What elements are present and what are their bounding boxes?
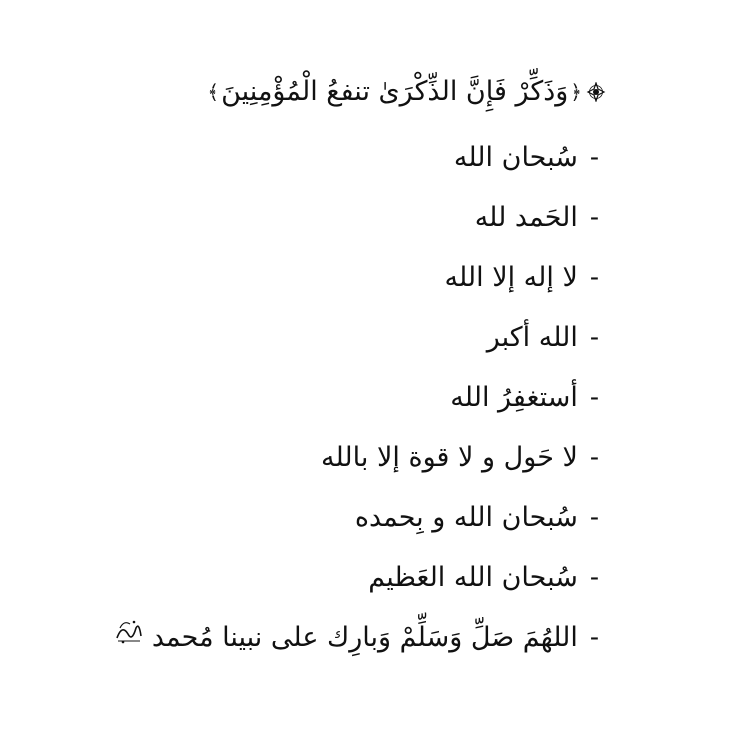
list-item (114, 196, 599, 256)
verse-close-bracket: ﴾ (207, 80, 220, 104)
flower-ornament-icon (586, 82, 606, 102)
list-bullet: - (589, 502, 599, 533)
list-item (114, 436, 599, 496)
dhikr-text: سُبحان الله و بِحمده (354, 502, 578, 533)
list-bullet: - (589, 322, 599, 353)
dhikr-text: الله أكبر (486, 322, 578, 353)
quran-verse (205, 72, 608, 112)
list-bullet: - (589, 202, 599, 233)
list-item (114, 316, 599, 376)
list-item (114, 496, 599, 556)
verse-open-bracket: ﴿ (570, 80, 582, 104)
dhikr-text: لا حَول و لا قوة إلا بالله (321, 442, 578, 473)
salawat-calligraphy-icon (114, 616, 144, 646)
dhikr-text: أستغفِرُ الله (450, 382, 578, 413)
list-bullet: - (589, 382, 599, 413)
list-item (114, 256, 599, 316)
list-item (114, 136, 599, 196)
dhikr-text: سُبحان الله (453, 142, 578, 173)
list-item (114, 616, 599, 676)
dhikr-text: الحَمد لله (474, 202, 578, 233)
dhikr-list (114, 136, 599, 676)
dhikr-text: لا إله إلا الله (444, 262, 578, 293)
list-bullet: - (589, 142, 599, 173)
list-item (114, 376, 599, 436)
verse-text: وَذَكِّرْ فَإِنَّ الذِّكْرَىٰ تنفعُ الْمُؤْمِنِينَ (221, 76, 569, 107)
list-bullet: - (589, 562, 599, 593)
list-bullet: - (589, 262, 599, 293)
list-bullet: - (589, 442, 599, 473)
dhikr-text: سُبحان الله العَظيم (368, 562, 578, 593)
list-item (114, 556, 599, 616)
list-bullet: - (589, 622, 599, 653)
dhikr-text: اللهُمَ صَلِّ وَسَلِّمْ وَبارِك على نبينا مُحمد (151, 622, 578, 653)
